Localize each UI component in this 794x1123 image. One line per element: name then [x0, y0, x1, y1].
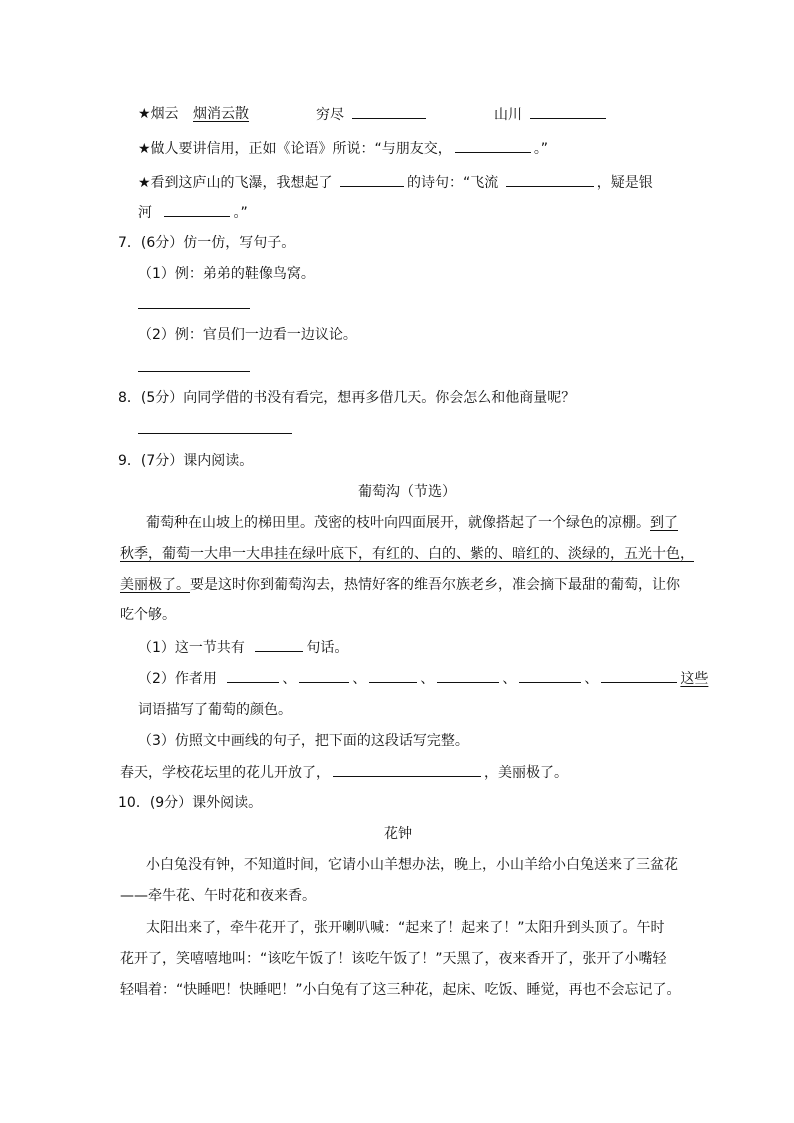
answer-blank[interactable] — [506, 172, 594, 187]
passage-text: 葡萄种在山坡上的梯田里。茂密的枝叶向四面展开，就像搭起了一个绿色的凉棚。 — [146, 515, 650, 531]
q8-title: 8．(5分）向同学借的书没有看完，想再多借几天。你会怎么和他商量呢？ — [118, 390, 576, 406]
q9-passage-line-3 — [120, 575, 680, 595]
fill-row-lushan-2 — [138, 202, 248, 223]
q10-passage-p1-line1: 小白兔没有钟，不知道时间，它请小山羊想办法，晚上，小山羊给小白兔送来了三盆花 — [146, 857, 678, 873]
answer-blank[interactable] — [601, 668, 677, 683]
lushan-l2-text: 河 — [138, 205, 152, 221]
q9-passage-line-2: 秋季，葡萄一大串一大串挂在绿叶底下，有红的、白的、紫的、暗红的、淡绿的，五光十色， — [120, 546, 694, 562]
q9-sub2-line2: 词语描写了葡萄的颜色。 — [138, 702, 292, 718]
q9-sub3-line2 — [120, 762, 568, 783]
answer-blank[interactable] — [299, 668, 349, 683]
underlined-sentence: 到了 — [650, 515, 678, 531]
q10-passage-title: 花钟 — [384, 826, 412, 842]
q10-passage-p1-line2: ——牵牛花、午时花和夜来香。 — [120, 888, 316, 904]
answer-blank[interactable] — [255, 637, 303, 652]
q9-passage-title: 葡萄沟（节选） — [358, 484, 456, 500]
passage-text: 要是这时你到葡萄沟去，热情好客的维吾尔族老乡，准会摘下最甜的葡萄，让你 — [190, 577, 680, 593]
answer-blank[interactable] — [530, 104, 606, 119]
q9-sub2 — [138, 668, 708, 689]
fill-row-lunyu — [138, 138, 548, 159]
q9-sub3: （3）仿照文中画线的句子，把下面的这段话写完整。 — [138, 733, 469, 749]
separator: 、 — [584, 671, 599, 687]
q10-title: 10．(9分）课外阅读。 — [118, 795, 263, 811]
q10-passage-p2-line3: 轻唱着：“快睡吧！快睡吧！”小白兔有了这三种花，起床、吃饭、睡觉，再也不会忘记了。 — [120, 982, 681, 998]
answer-blank[interactable] — [164, 202, 230, 217]
q7-sub1: （1）例：弟弟的鞋像鸟窝。 — [138, 266, 315, 282]
q9-sub3-text: 春天，学校花坛里的花儿开放了， — [120, 765, 330, 781]
q9-sub2-text: （2）作者用 — [138, 671, 217, 687]
word-shanchuan: 山川 — [494, 107, 522, 123]
q9-sub2-end: 这些 — [680, 671, 709, 687]
q7-answer-line-2[interactable] — [138, 371, 250, 372]
q8-answer-line[interactable] — [138, 433, 292, 434]
q9-sub1-end: 句话。 — [306, 640, 349, 656]
lushan-end: ，疑是银 — [596, 175, 653, 191]
q7-answer-line-1[interactable] — [138, 308, 250, 309]
lushan-text: ★看到这庐山的飞瀑，我想起了 — [138, 175, 333, 191]
q9-sub3-end: ，美丽极了。 — [484, 765, 568, 781]
fill-row-words — [138, 104, 249, 124]
answer-blank[interactable] — [333, 762, 481, 777]
fill-word-shanchuan — [494, 104, 609, 125]
answer-blank[interactable] — [227, 668, 279, 683]
q7-sub2: （2）例：官员们一边看一边议论。 — [138, 327, 357, 343]
lushan-mid: 的诗句：“飞流 — [407, 175, 499, 191]
word-qiongjin: 穷尽 — [316, 107, 344, 123]
q9-sub1 — [138, 637, 348, 658]
separator: 、 — [502, 671, 517, 687]
q9-sub1-text: （1）这一节共有 — [138, 640, 245, 656]
q10-passage-p2-line2: 花开了，笑嘻嘻地叫：“该吃午饭了！该吃午饭了！”天黑了，夜来香开了，张开了小嘴轻 — [120, 951, 667, 967]
separator: 、 — [420, 671, 435, 687]
fill-word-qiongjin — [316, 104, 429, 125]
q9-passage-line-1 — [146, 513, 678, 533]
fill-row-lushan — [138, 172, 653, 193]
answer-blank[interactable] — [369, 668, 417, 683]
separator: 、 — [282, 671, 297, 687]
lushan-l2-end: 。” — [233, 205, 248, 221]
q9-passage-line-4: 吃个够。 — [120, 607, 176, 623]
q9-title: 9．(7分）课内阅读。 — [118, 453, 254, 469]
word-yanyun-answer: 烟消云散 — [193, 106, 250, 122]
answer-blank[interactable] — [519, 668, 581, 683]
answer-blank[interactable] — [455, 138, 531, 153]
q10-passage-p2-line1: 太阳出来了，牵牛花开了，张开喇叭喊：“起来了！起来了！”太阳升到头顶了。午时 — [146, 920, 665, 936]
lunyu-end: 。” — [533, 141, 549, 157]
q7-title: 7．(6分）仿一仿，写句子。 — [118, 235, 296, 251]
star-icon: ★ — [138, 106, 151, 122]
answer-blank[interactable] — [437, 668, 499, 683]
separator: 、 — [352, 671, 367, 687]
answer-blank[interactable] — [352, 104, 426, 119]
word-yanyun: 烟云 — [150, 106, 179, 122]
answer-blank[interactable] — [340, 172, 404, 187]
lunyu-text: ★做人要讲信用，正如《论语》所说：“与朋友交， — [138, 141, 452, 157]
underlined-sentence-end: 美丽极了。 — [120, 577, 190, 593]
